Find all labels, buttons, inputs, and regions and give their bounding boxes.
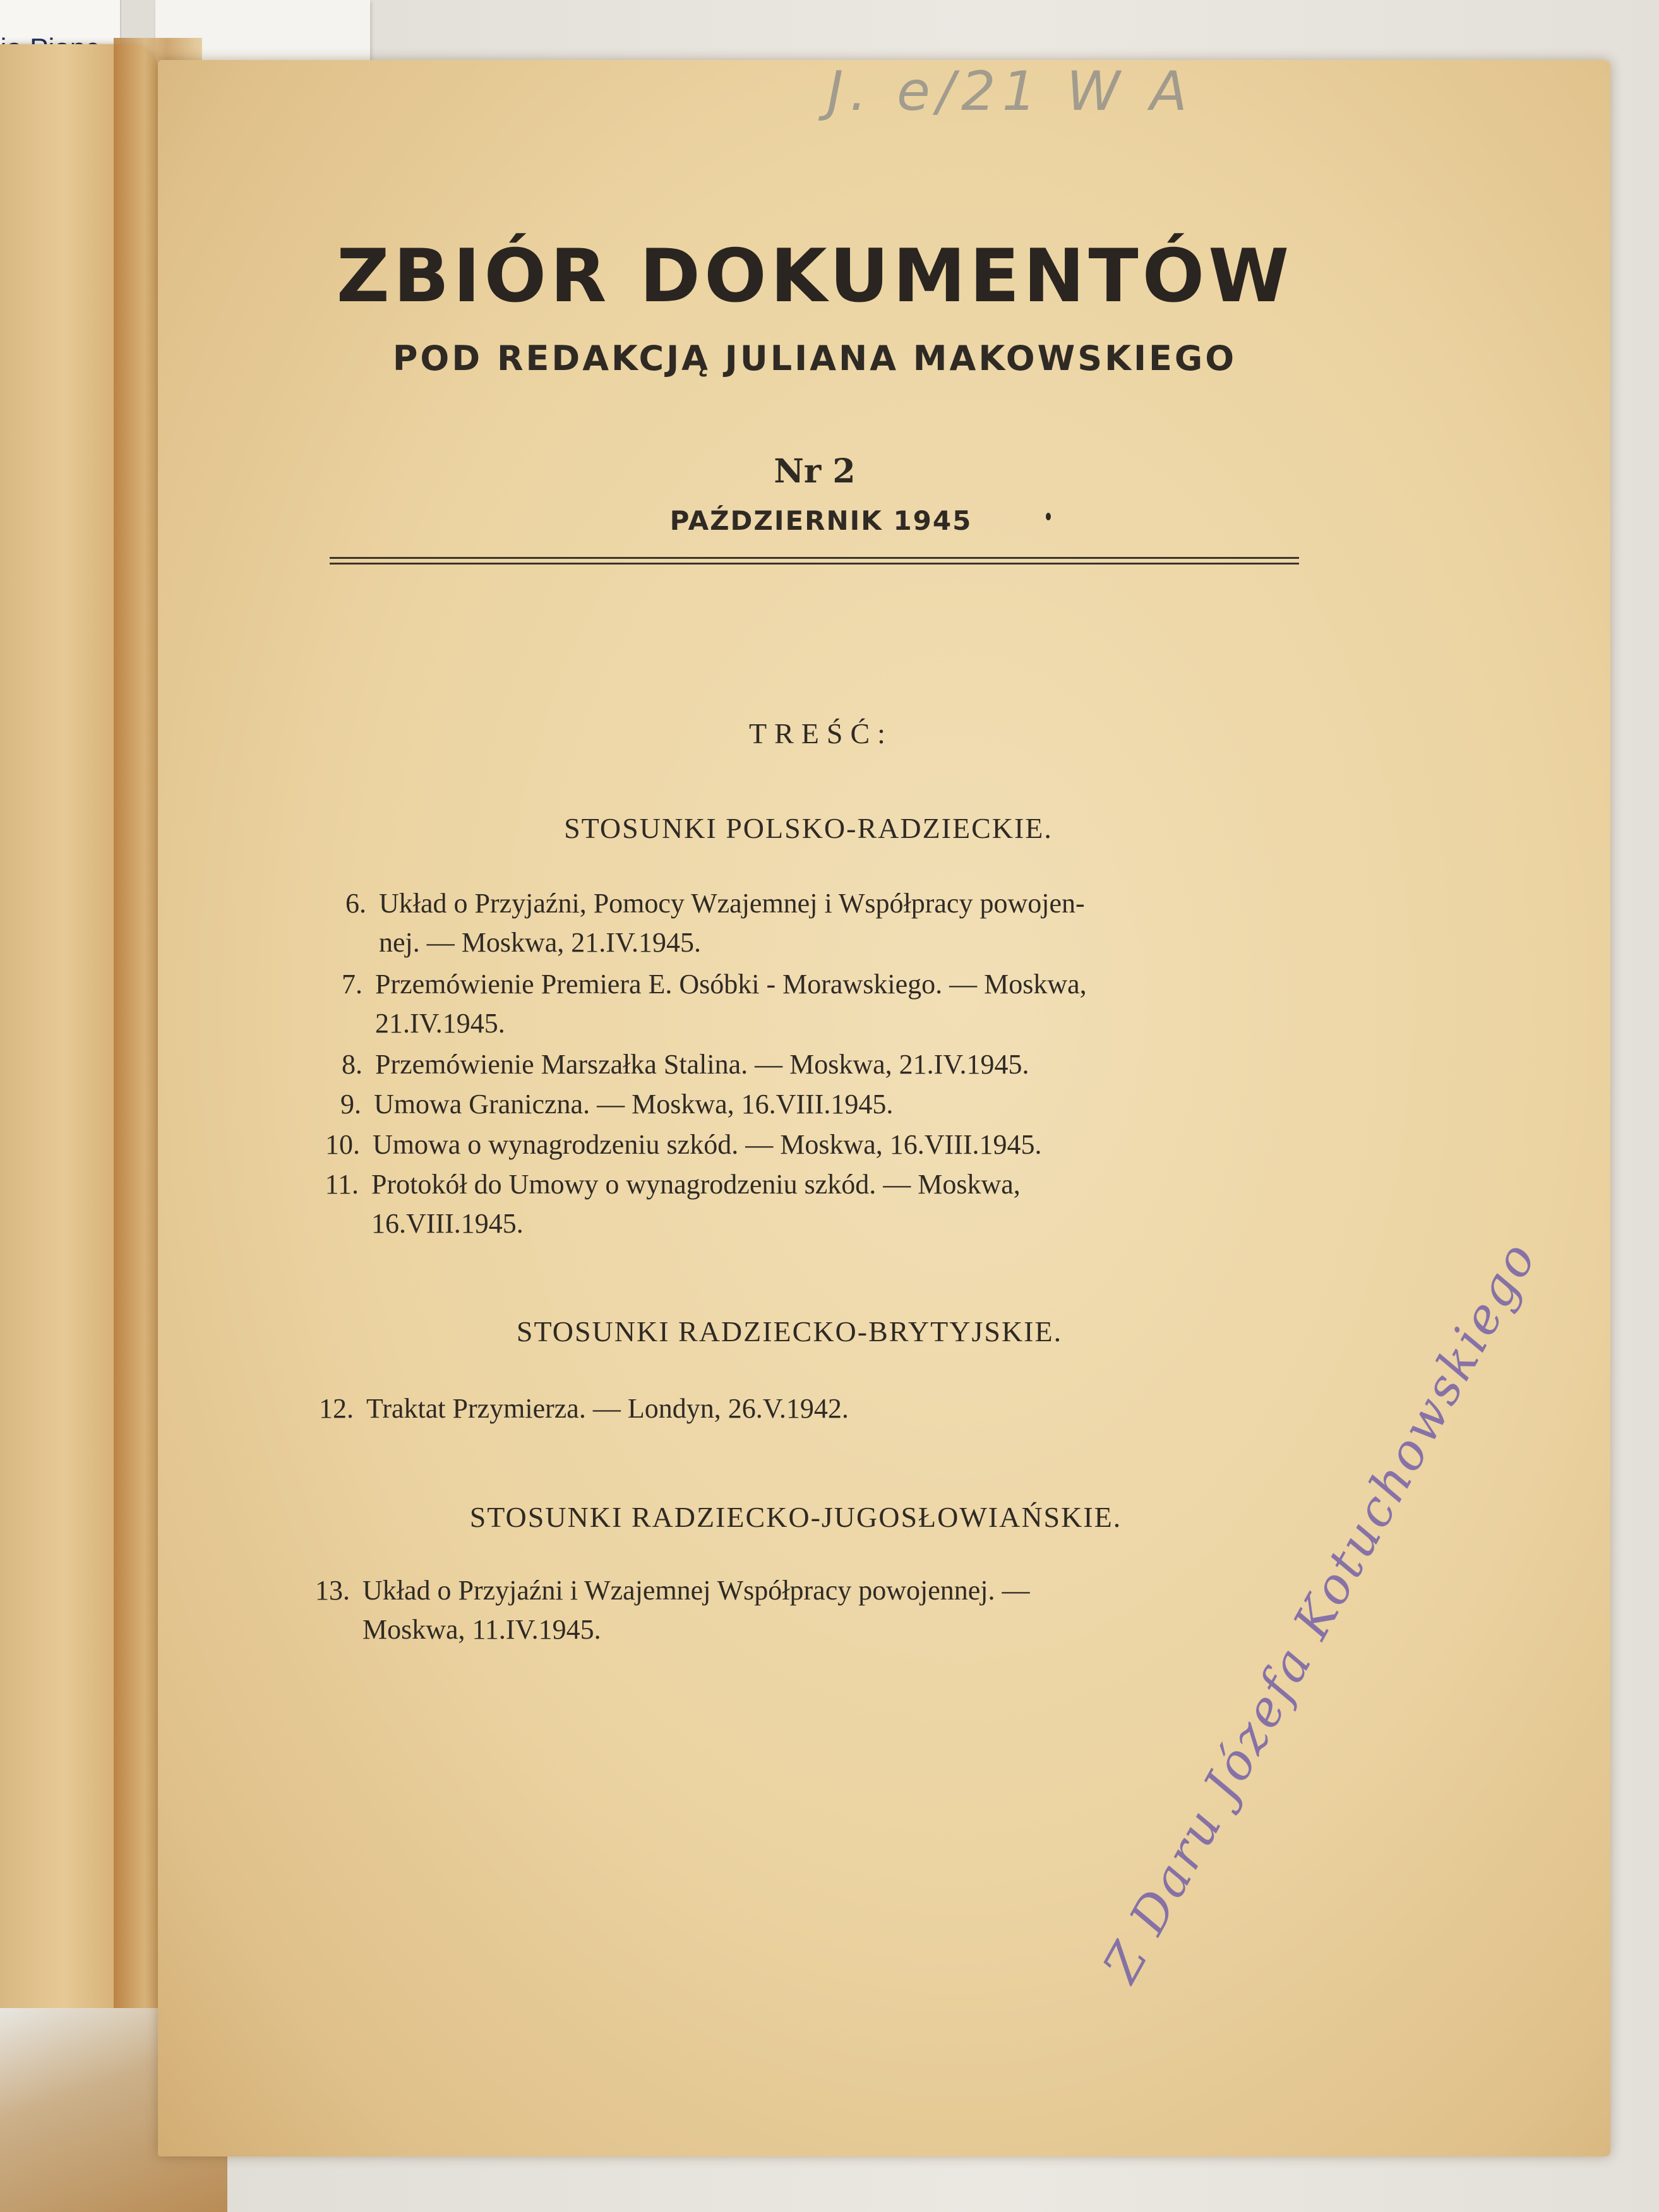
double-rule [330, 557, 1299, 565]
contents-entry [345, 884, 1085, 962]
entry-line: Umowa Graniczna. — Moskwa, 16.VIII.1945. [374, 1089, 894, 1120]
contents-entry [340, 1085, 894, 1124]
entry-line: 21.IV.1945. [375, 1008, 505, 1039]
entry-line: Układ o Przyjaźni, Pomocy Wzajemnej i Współpracy powojen- [379, 888, 1085, 919]
issue-number: Nr 2 [774, 452, 856, 491]
entry-number: 10. [325, 1129, 360, 1160]
ink-dot [1046, 513, 1051, 520]
section-heading: STOSUNKI RADZIECKO-JUGOSŁOWIAŃSKIE. [469, 1501, 1122, 1533]
contents-entry [319, 1389, 849, 1428]
entry-number: 12. [319, 1393, 354, 1424]
entry-line: Przemówienie Premiera E. Osóbki - Morawskiego. — Moskwa, [375, 969, 1087, 1000]
entry-line: Moskwa, 11.IV.1945. [362, 1614, 601, 1645]
pencil-annotation: J. e/21 W A [827, 60, 1194, 123]
contents-entry [342, 1045, 1029, 1084]
contents-entry [315, 1571, 1030, 1649]
contents-entry [325, 1125, 1042, 1164]
issue-date: PAŹDZIERNIK 1945 [669, 505, 973, 536]
contents-entry [325, 1165, 1021, 1243]
entry-number: 13. [315, 1575, 350, 1606]
entry-number: 6. [345, 888, 366, 919]
entry-number: 9. [340, 1089, 361, 1120]
donation-stamp: Z Daru Józefa Kotuchowskiego [1093, 1231, 1548, 1992]
entry-number: 11. [325, 1169, 359, 1200]
contents-entry [342, 965, 1087, 1043]
entry-number: 8. [342, 1049, 362, 1080]
document-subtitle: POD REDAKCJĄ JULIANA MAKOWSKIEGO [392, 338, 1237, 378]
entry-line: Protokół do Umowy o wynagrodzeniu szkód. — Moskwa, [371, 1169, 1021, 1200]
entry-line: Traktat Przymierza. — Londyn, 26.V.1942. [366, 1393, 849, 1424]
entry-line: nej. — Moskwa, 21.IV.1945. [379, 927, 702, 958]
entry-number: 7. [342, 969, 362, 1000]
contents-heading: TREŚĆ: [749, 717, 893, 750]
entry-line: 16.VIII.1945. [371, 1208, 524, 1239]
entry-line: Przemówienie Marszałka Stalina. — Moskwa, 21.IV.1945. [375, 1049, 1029, 1080]
section-heading: STOSUNKI POLSKO-RADZIECKIE. [564, 812, 1053, 844]
document-title: ZBIÓR DOKUMENTÓW [336, 234, 1293, 319]
section-heading: STOSUNKI RADZIECKO-BRYTYJSKIE. [516, 1315, 1063, 1348]
entry-line: Umowa o wynagrodzeniu szkód. — Moskwa, 16.VIII.1945. [373, 1129, 1042, 1160]
entry-line: Układ o Przyjaźni i Wzajemnej Współpracy powojennej. — [362, 1575, 1030, 1606]
